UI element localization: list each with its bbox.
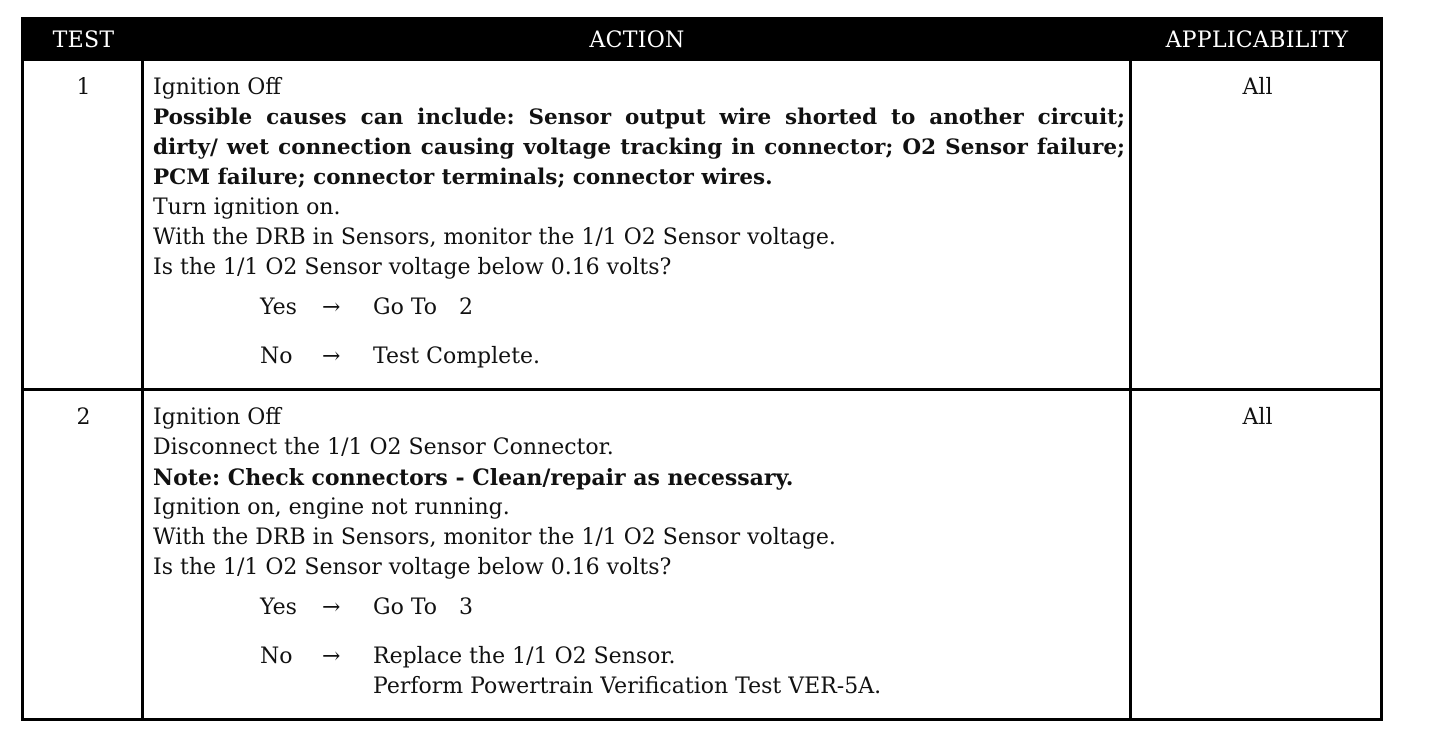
arrow-icon: → <box>322 595 341 620</box>
action-line: With the DRB in Sensors, monitor the 1/1 O2 Sensor voltage. <box>153 225 836 250</box>
test-number: 1 <box>76 75 91 100</box>
arrow-icon: → <box>322 344 341 369</box>
header-test: TEST <box>52 28 115 53</box>
answer-label: No <box>260 644 293 669</box>
answer-yes <box>153 293 1125 323</box>
action-cell <box>153 73 1125 391</box>
diagnostic-test-table <box>21 17 1383 721</box>
answers <box>153 293 1125 372</box>
goto-text: Go To <box>373 595 438 620</box>
action-line: Is the 1/1 O2 Sensor voltage below 0.16 volts? <box>153 255 672 280</box>
answers <box>153 593 1125 699</box>
arrow-icon: → <box>322 644 341 669</box>
action-line-bold: Possible causes can include: Sensor output wire shorted to another circuit; dirty/ wet connection causing voltage tracking in connector; O2 Sensor failure; PCM failure; connector terminals; connector wires. <box>153 105 1125 190</box>
answer-label: No <box>260 344 293 369</box>
action-line: Is the 1/1 O2 Sensor voltage below 0.16 volts? <box>153 555 672 580</box>
applicability-value: All <box>1242 405 1273 430</box>
header-applicability: APPLICABILITY <box>1165 28 1349 53</box>
answer-text: Replace the 1/1 O2 Sensor. <box>373 644 676 669</box>
test-number: 2 <box>76 405 91 430</box>
goto-text: Go To <box>373 295 438 320</box>
answer-label: Yes <box>260 295 297 320</box>
answer-label: Yes <box>260 595 297 620</box>
action-cell <box>153 403 1125 699</box>
action-line-bold: Note: Check connectors - Clean/repair as necessary. <box>153 465 794 491</box>
applicability-value: All <box>1242 75 1273 100</box>
action-line: With the DRB in Sensors, monitor the 1/1 O2 Sensor voltage. <box>153 525 836 550</box>
action-line: Turn ignition on. <box>153 195 341 220</box>
arrow-icon: → <box>322 295 341 320</box>
goto-number: 3 <box>459 595 474 620</box>
answer-text <box>373 593 473 623</box>
table-row <box>24 61 1380 391</box>
table-header <box>24 20 1380 61</box>
table-row <box>24 391 1380 721</box>
action-line: Ignition on, engine not running. <box>153 495 510 520</box>
action-line: Ignition Off <box>153 75 281 100</box>
action-line: Disconnect the 1/1 O2 Sensor Connector. <box>153 435 614 460</box>
answer-no <box>153 642 1125 699</box>
header-action: ACTION <box>589 28 685 53</box>
answer-text <box>373 293 473 323</box>
answer-yes <box>153 593 1125 623</box>
goto-number: 2 <box>459 295 474 320</box>
answer-text: Test Complete. <box>373 344 541 369</box>
answer-no <box>153 342 1125 372</box>
answer-text-continued: Perform Powertrain Verification Test VER-5A. <box>373 674 882 699</box>
action-line: Ignition Off <box>153 405 281 430</box>
